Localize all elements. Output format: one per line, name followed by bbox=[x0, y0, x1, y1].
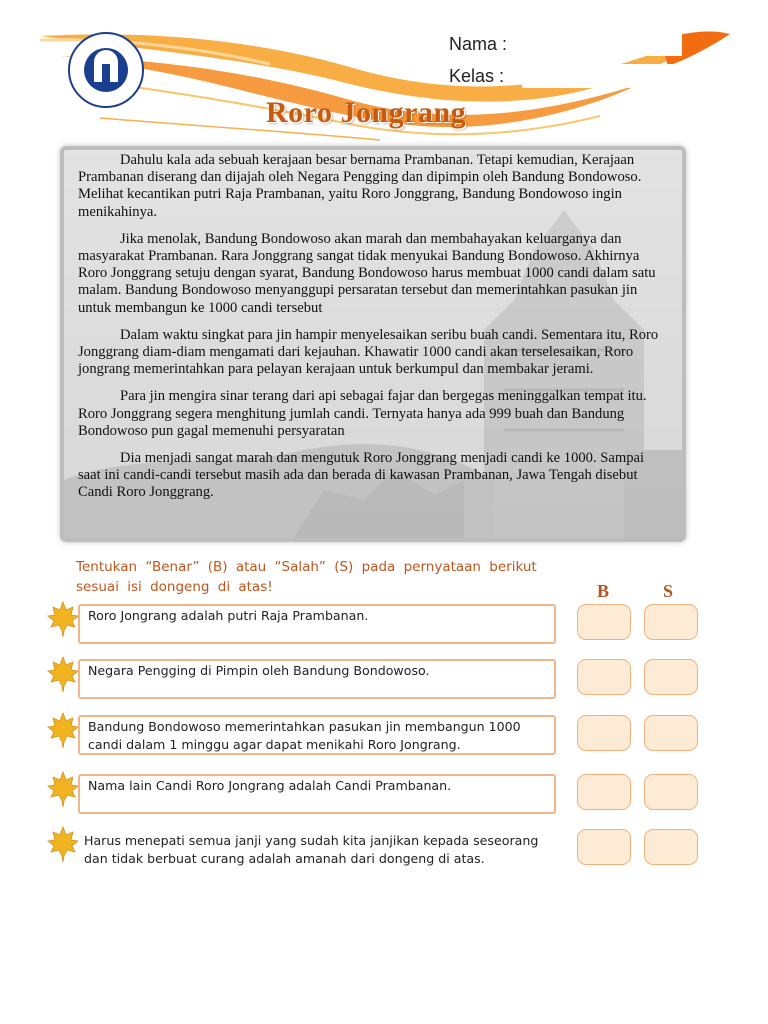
nama-field[interactable] bbox=[522, 32, 682, 56]
answer-box-salah[interactable] bbox=[644, 604, 698, 640]
answer-box-benar[interactable] bbox=[577, 829, 631, 865]
question-box bbox=[78, 604, 556, 644]
question-row bbox=[46, 774, 736, 820]
question-text: Nama lain Candi Roro Jongrang adalah Candi Prambanan. bbox=[88, 778, 452, 793]
page-title: Roro Jongrang bbox=[266, 96, 467, 129]
column-header-benar: B bbox=[597, 581, 610, 601]
maple-leaf-icon bbox=[46, 825, 80, 863]
answer-box-salah[interactable] bbox=[644, 659, 698, 695]
maple-leaf-icon bbox=[46, 655, 80, 693]
column-header-salah: S bbox=[663, 581, 674, 601]
question-text: Negara Pengging di Pimpin oleh Bandung Bondowoso. bbox=[88, 663, 430, 678]
question-box bbox=[78, 659, 556, 699]
answer-box-salah[interactable] bbox=[644, 829, 698, 865]
question-box bbox=[78, 829, 556, 869]
story-box bbox=[60, 146, 686, 542]
story-text bbox=[78, 152, 670, 512]
kelas-label: Kelas : bbox=[449, 66, 505, 86]
question-box bbox=[78, 774, 556, 814]
question-text: Harus menepati semua janji yang sudah kita janjikan kepada seseorang dan tidak berbuat curang adalah amanah dari dongeng di atas. bbox=[84, 833, 539, 866]
answer-box-benar[interactable] bbox=[577, 715, 631, 751]
story-paragraph: Dalam waktu singkat para jin hampir menyelesaikan seribu buah candi. Sementara itu, Roro Jonggrang diam-diam mengamati dari kejauhan. Khawatir 1000 candi akan terselesaikan, Roro jongrang memerintahkan para pelayan kerajaan untuk berkumpul dan membakar jerami. bbox=[78, 326, 659, 378]
maple-leaf-icon bbox=[46, 770, 80, 808]
question-row bbox=[46, 829, 736, 875]
nama-label: Nama : bbox=[449, 34, 508, 54]
answer-box-salah[interactable] bbox=[644, 715, 698, 751]
question-row bbox=[46, 604, 736, 650]
story-paragraph: Dahulu kala ada sebuah kerajaan besar bernama Prambanan. Tetapi kemudian, Kerajaan Prambanan diserang dan dijajah oleh Negara Pengging dan dipimpin oleh Bandung Bondowoso. Melihat kecantikan putri Raja Prambanan, yaitu Roro Jonggrang, Bandung Bondowoso ingin menikahinya. bbox=[78, 152, 642, 220]
question-row bbox=[46, 659, 736, 705]
story-paragraph: Dia menjadi sangat marah dan mengutuk Roro Jonggrang menjadi candi ke 1000. Sampai saat ini candi-candi tersebut masih ada dan berada di kawasan Prambanan, Jawa Tengah disebut Candi Roro Jonggrang. bbox=[78, 450, 645, 501]
quiz-instruction: Tentukan “Benar” (B) atau “Salah” (S) pada pernyataan berikut sesuai isi dongeng di atas! bbox=[76, 559, 537, 595]
question-text: Roro Jongrang adalah putri Raja Prambanan. bbox=[88, 608, 369, 623]
school-logo bbox=[66, 30, 146, 110]
answer-box-benar[interactable] bbox=[577, 659, 631, 695]
answer-box-benar[interactable] bbox=[577, 604, 631, 640]
story-paragraph: Para jin mengira sinar terang dari api sebagai fajar dan bergegas meninggalkan tempat itu. Roro Jonggrang segera menghitung jumlah candi. Ternyata hanya ada 999 buah dan Bandung Bondowoso pun gagal memenuhi persyaratan bbox=[78, 388, 647, 439]
question-row bbox=[46, 715, 736, 761]
answer-box-salah[interactable] bbox=[644, 774, 698, 810]
question-text: Bandung Bondowoso memerintahkan pasukan jin membangun 1000 candi dalam 1 minggu agar dapat menikahi Roro Jongrang. bbox=[88, 719, 521, 752]
kelas-field[interactable] bbox=[522, 64, 682, 88]
answer-box-benar[interactable] bbox=[577, 774, 631, 810]
story-paragraph: Jika menolak, Bandung Bondowoso akan marah dan membahayakan keluarganya dan masyarakat Prambanan. Rara Jonggrang sangat tidak menyukai Bandung Bondowoso. Akhirnya Roro Jonggrang setuju dengan syarat, Bandung Bondowoso harus membuat 1000 candi dalam satu malam. Bandung Bondowoso menyanggupi persaratan tersebut dan memerintahkan pasukan jin untuk membangun ke 1000 candi tersebut bbox=[78, 230, 656, 316]
maple-leaf-icon bbox=[46, 600, 80, 638]
maple-leaf-icon bbox=[46, 711, 80, 749]
question-box bbox=[78, 715, 556, 755]
